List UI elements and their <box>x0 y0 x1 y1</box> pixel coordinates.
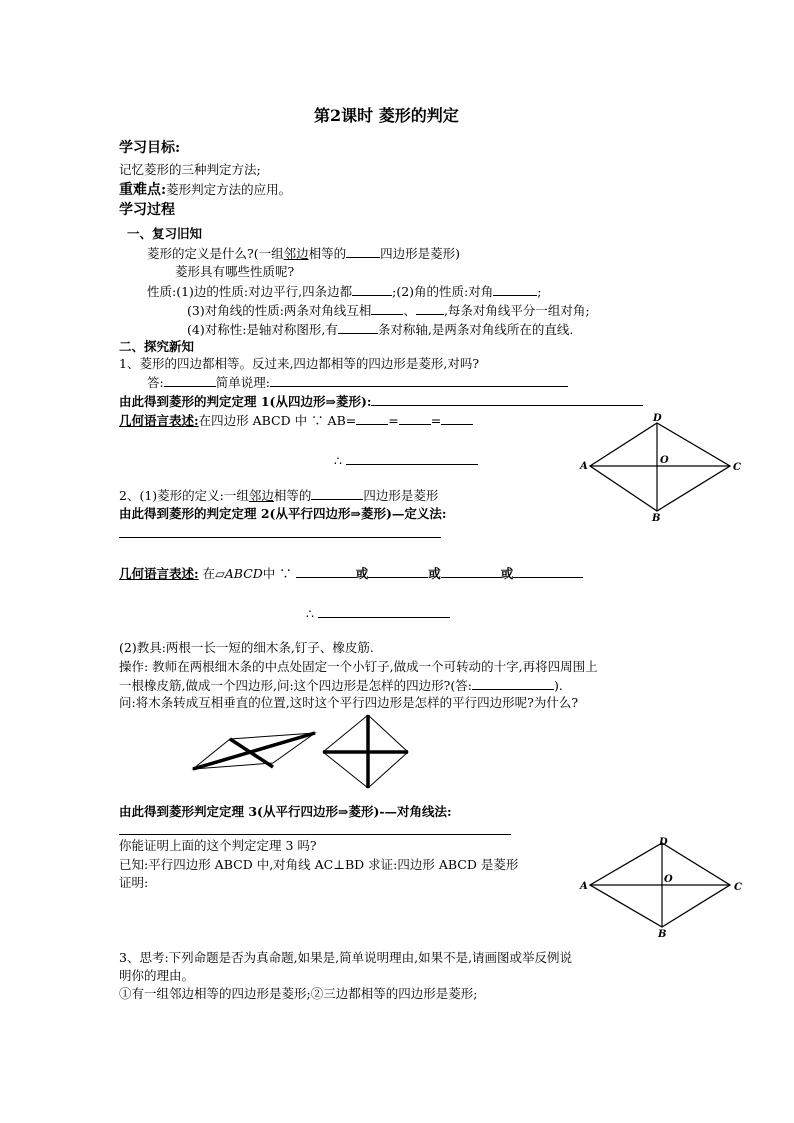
label-b: B <box>652 513 661 524</box>
think-line-1: 3、思考:下列命题是否为真命题,如果是,简单说明理由,如果不是,请画图或举反例说 <box>119 950 573 965</box>
blank[interactable] <box>270 374 568 387</box>
label-c: C <box>733 462 741 473</box>
goal-heading: 学习目标: <box>119 140 181 156</box>
think-line-2: 明你的理由。 <box>119 968 195 983</box>
blank[interactable] <box>416 302 444 315</box>
process-heading: 学习过程 <box>119 202 175 218</box>
label-d: D <box>659 837 668 848</box>
blank[interactable] <box>368 565 428 578</box>
geometry-statement-2: 几何语言表述: 在▱ABCD中 ∵ 或 或 或 <box>119 565 583 582</box>
think-line-3: ①有一组邻边相等的四边形是菱形;②三边都相等的四边形是菱形; <box>119 986 478 1001</box>
theorem-1: 由此得到菱形的判定定理 1(从四边形⇒菱形): <box>119 393 643 410</box>
blank[interactable] <box>493 283 537 296</box>
blank[interactable] <box>346 245 380 258</box>
rhombus-diagram-1 <box>580 415 750 525</box>
label-o: O <box>660 455 669 466</box>
blank[interactable] <box>441 412 473 425</box>
label-c: C <box>734 882 742 893</box>
blank[interactable] <box>513 565 583 578</box>
blank[interactable] <box>296 565 356 578</box>
label-b: B <box>658 929 667 940</box>
rhombus-diagram-2 <box>580 836 750 940</box>
blank[interactable] <box>472 677 554 690</box>
review-heading: 一、复习旧知 <box>127 226 203 241</box>
theorem-2: 由此得到菱形的判定定理 2(从平行四边形⇒菱形)—定义法: <box>119 506 447 521</box>
prove-question: 你能证明上面的这个判定定理 3 吗? <box>119 838 317 853</box>
label-o: O <box>664 874 673 885</box>
blank[interactable] <box>346 452 478 465</box>
stick-parallelogram <box>185 725 325 775</box>
tools-text: (2)教具:两根一长一短的细木条,钉子、橡皮筋. <box>119 640 374 655</box>
blank[interactable] <box>318 605 450 618</box>
page-title: 第2课时 菱形的判定 <box>314 106 459 125</box>
therefore-line-1: ∴ <box>334 452 478 469</box>
blank[interactable] <box>311 487 363 500</box>
known-text: 已知:平行四边形 ABCD 中,对角线 AC⊥BD 求证:四边形 ABCD 是菱形 <box>119 857 519 872</box>
explore-heading: 二、探究新知 <box>119 339 195 354</box>
review-property-1: 性质:(1)边的性质:对边平行,四条边都 ;(2)角的性质:对角 ; <box>147 284 542 299</box>
review-property-3: (3)对角线的性质:两条对角线互相 、 ,每条对角线平分一组对角; <box>187 303 590 318</box>
answer-line: 答: 简单说理: <box>147 374 568 391</box>
review-properties-question: 菱形具有哪些性质呢? <box>175 264 295 279</box>
blank[interactable] <box>371 302 403 315</box>
operation-line-2: 一根橡皮筋,做成一个四边形,问:这个四边形是怎样的四边形?(答: ). <box>119 678 563 693</box>
therefore-line-2: ∴ <box>306 605 450 622</box>
blank[interactable] <box>441 565 501 578</box>
label-d: D <box>653 413 662 424</box>
goal-text: 记忆菱形的三种判定方法; <box>119 162 261 177</box>
label-a: A <box>580 881 588 892</box>
stick-rhombus <box>320 712 410 790</box>
blank[interactable] <box>356 412 388 425</box>
answer-rule[interactable] <box>119 537 441 538</box>
proof-label: 证明: <box>119 875 149 890</box>
question-1: 1、菱形的四边都相等。反过来,四边都相等的四边形是菱形,对吗? <box>119 356 480 371</box>
key-label: 重难点: <box>119 182 167 198</box>
rhombus-outline <box>590 423 730 511</box>
blank[interactable] <box>371 393 643 406</box>
blank[interactable] <box>352 283 392 296</box>
answer-rule[interactable] <box>119 834 511 835</box>
blank[interactable] <box>399 412 431 425</box>
question-2: 2、(1)菱形的定义:一组邻边相等的 四边形是菱形 <box>119 488 439 503</box>
review-property-4: (4)对称性:是轴对称图形,有 条对称轴,是两条对角线所在的直线. <box>187 322 574 337</box>
key-points <box>119 182 291 198</box>
wooden-stick-long <box>193 733 315 769</box>
wooden-stick-short <box>230 739 273 767</box>
operation-line-3: 问:将木条转成互相垂直的位置,这时这个平行四边形是怎样的平行四边形呢?为什么? <box>119 695 579 710</box>
theorem-3: 由此得到菱形判定定理 3(从平行四边形⇒菱形)-—对角线法: <box>119 804 452 819</box>
blank[interactable] <box>164 374 216 387</box>
review-definition: 菱形的定义是什么?(一组邻边相等的 四边形是菱形) <box>147 246 461 261</box>
label-a: A <box>580 461 588 472</box>
blank[interactable] <box>338 321 378 334</box>
operation-line-1: 操作: 教师在两根细木条的中点处固定一个小钉子,做成一个可转动的十字,再将四周围上 <box>119 659 598 674</box>
key-text: 菱形判定方法的应用。 <box>166 182 292 197</box>
geometry-statement-1: 几何语言表述:在四边形 ABCD 中 ∵ AB= = = <box>119 412 473 429</box>
